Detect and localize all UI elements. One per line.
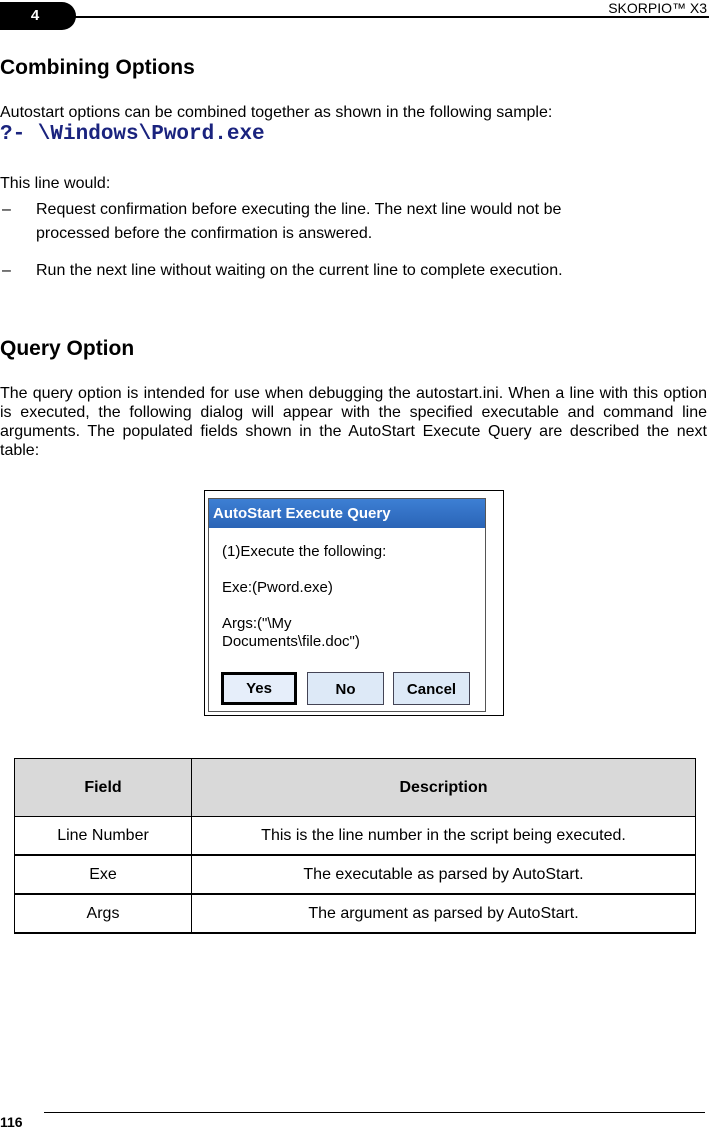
chapter-badge (0, 2, 76, 30)
bullet-dash: – (2, 201, 11, 218)
cell-description: The argument as parsed by AutoStart. (192, 894, 696, 933)
lead-paragraph: This line would: (0, 175, 111, 192)
cell-field: Exe (15, 855, 192, 894)
header-title: SKORPIO™ X3 (608, 0, 707, 16)
no-button[interactable]: No (307, 672, 384, 705)
page-number: 116 (0, 1114, 23, 1130)
field-description-table (14, 758, 696, 934)
column-header-description: Description (192, 759, 696, 817)
bullet-line: Run the next line without waiting on the current line to complete execution. (36, 262, 563, 279)
table-row (15, 894, 696, 933)
bullet-dash: – (2, 262, 11, 279)
code-sample: ?- \Windows\Pword.exe (0, 123, 265, 146)
autostart-dialog (208, 498, 486, 712)
dialog-line-execute: (1)Execute the following: (222, 543, 387, 560)
table-row (15, 855, 696, 894)
cancel-button[interactable]: Cancel (393, 672, 470, 705)
dialog-line-args: Args:("\My (222, 615, 292, 632)
cell-description: This is the line number in the script being executed. (192, 817, 696, 856)
bullet-line: processed before the confirmation is answered. (36, 225, 373, 242)
dialog-line-args-cont: Documents\file.doc") (222, 633, 360, 650)
dialog-line-exe: Exe:(Pword.exe) (222, 579, 333, 596)
intro-paragraph: Autostart options can be combined together as shown in the following sample: (0, 104, 553, 121)
heading-combining-options: Combining Options (0, 56, 195, 79)
query-paragraph: The query option is intended for use when debugging the autostart.ini. When a line with this option is executed, the following dialog will appear with the specified executable and command line arguments. The populated fields shown in the AutoStart Execute Query are described the next table: (0, 385, 707, 459)
dialog-title: AutoStart Execute Query (209, 499, 485, 528)
column-header-field: Field (15, 759, 192, 817)
dialog-body (222, 543, 386, 651)
header-rule (40, 16, 709, 18)
bullet-line: Request confirmation before executing the line. The next line would not be (36, 201, 562, 218)
bullet-text (36, 198, 676, 246)
cell-field: Args (15, 894, 192, 933)
cell-description: The executable as parsed by AutoStart. (192, 855, 696, 894)
footer-rule (44, 1112, 705, 1113)
dialog-screenshot (204, 490, 504, 716)
chapter-number: 4 (30, 7, 40, 24)
cell-field: Line Number (15, 817, 192, 856)
yes-button[interactable]: Yes (221, 672, 297, 705)
table-header-row (15, 759, 696, 817)
bullet-text (36, 259, 676, 283)
table-row (15, 817, 696, 856)
heading-query-option: Query Option (0, 337, 135, 360)
